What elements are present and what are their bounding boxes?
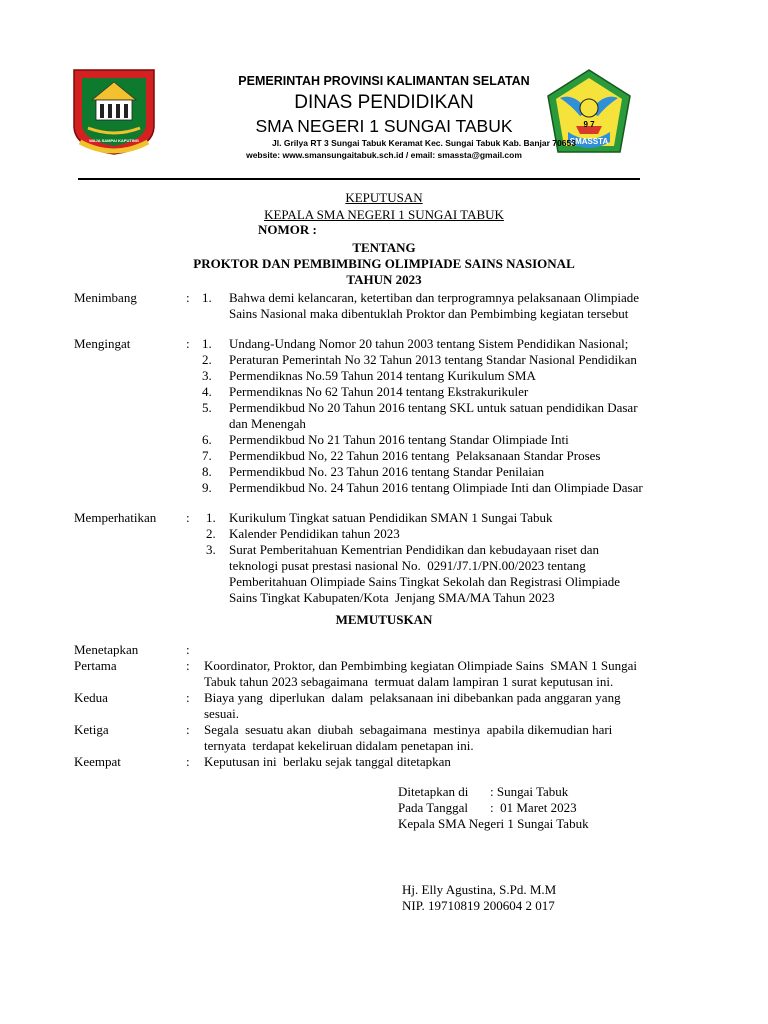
doc-year: TAHUN 2023: [346, 272, 422, 287]
menimbang-colon: :: [186, 290, 190, 305]
decision-text: Keputusan ini berlaku sejak tanggal ditetapkan: [204, 754, 451, 769]
mengingat-item: Permendiknas No 62 Tahun 2014 tentang Ekstrakurikuler: [229, 384, 529, 399]
mengingat-item: Permendikbud No, 22 Tahun 2016 tentang Pelaksanaan Standar Proses: [229, 448, 601, 463]
decision-colon: :: [186, 722, 190, 737]
decision-colon: :: [186, 642, 190, 657]
memperhatikan-item: teknologi pusat prestasi nasional No. 0291/J7.1/PN.00/2023 tentang: [229, 558, 586, 573]
mengingat-item: Permendiknas No.59 Tahun 2014 tentang Kurikulum SMA: [229, 368, 536, 383]
memutuskan-heading: MEMUTUSKAN: [335, 612, 433, 627]
decision-text: Biaya yang diperlukan dalam pelaksanaan ini dibebankan pada anggaran yang: [204, 690, 621, 705]
doc-subject: PROKTOR DAN PEMBIMBING OLIMPIADE SAINS NASIONAL: [193, 256, 575, 271]
tanggal-value: : 01 Maret 2023: [490, 800, 577, 815]
header-department: DINAS PENDIDIKAN: [294, 92, 474, 113]
decision-text: Tabuk tahun 2023 sebagaimana termuat dalam lampiran 1 surat keputusan ini.: [204, 674, 614, 689]
menimbang-label: Menimbang: [74, 290, 137, 305]
mengingat-num: 2.: [202, 352, 212, 367]
decision-label: Menetapkan: [74, 642, 139, 657]
header-address: Jl. Grilya RT 3 Sungai Tabuk Keramat Kec. Sungai Tabuk Kab. Banjar 70653: [272, 138, 576, 148]
right-logo-label: SMASSTA: [569, 137, 609, 146]
mengingat-item: dan Menengah: [229, 416, 306, 431]
signatory-name: Hj. Elly Agustina, S.Pd. M.M: [402, 882, 557, 897]
mengingat-item: Permendikbud No. 23 Tahun 2016 tentang Standar Penilaian: [229, 464, 545, 479]
mengingat-num: 9.: [202, 480, 212, 495]
header-contact: website: www.smansungaitabuk.sch.id / email: smassta@gmail.com: [246, 150, 522, 160]
header-government: PEMERINTAH PROVINSI KALIMANTAN SELATAN: [238, 74, 530, 88]
header-divider: [78, 178, 640, 180]
decision-label: Kedua: [74, 690, 108, 705]
mengingat-num: 3.: [202, 368, 212, 383]
mengingat-item: Permendikbud No. 24 Tahun 2016 tentang Olimpiade Inti dan Olimpiade Dasar: [229, 480, 643, 495]
decision-label: Keempat: [74, 754, 121, 769]
mengingat-item: Undang-Undang Nomor 20 tahun 2003 tentang Sistem Pendidikan Nasional;: [229, 336, 629, 351]
memperhatikan-item: Sains Tingkat Kabupaten/Kota Jenjang SMA/MA Tahun 2023: [229, 590, 555, 605]
decision-colon: :: [186, 754, 190, 769]
memperhatikan-num: 2.: [206, 526, 216, 541]
decision-text: sesuai.: [204, 706, 240, 721]
right-logo-numbers: 9 7: [583, 120, 595, 129]
decision-text: ternyata terdapat kekeliruan didalam penetapan ini.: [204, 738, 474, 753]
decision-colon: :: [186, 658, 190, 673]
menimbang-num: 1.: [202, 290, 212, 305]
mengingat-item: Permendikbud No 21 Tahun 2016 tentang Standar Olimpiade Inti: [229, 432, 569, 447]
mengingat-colon: :: [186, 336, 190, 351]
memperhatikan-label: Memperhatikan: [74, 510, 157, 525]
menimbang-line: Bahwa demi kelancaran, ketertiban dan terprogramnya pelaksanaan Olimpiade: [229, 290, 640, 305]
doc-title: KEPUTUSAN: [345, 190, 423, 205]
mengingat-num: 1.: [202, 336, 212, 351]
memperhatikan-num: 1.: [206, 510, 216, 525]
doc-issuer: KEPALA SMA NEGERI 1 SUNGAI TABUK: [264, 207, 504, 222]
ditetapkan-value: : Sungai Tabuk: [490, 784, 569, 799]
doc-tentang: TENTANG: [352, 240, 416, 255]
header-school-name: SMA NEGERI 1 SUNGAI TABUK: [255, 116, 513, 136]
memperhatikan-item: Pemberitahuan Olimpiade Sains Tingkat Sekolah dan Registrasi Olimpiade: [229, 574, 621, 589]
mengingat-num: 5.: [202, 400, 212, 415]
memperhatikan-num: 3.: [206, 542, 216, 557]
ditetapkan-label: Ditetapkan di: [398, 784, 469, 799]
mengingat-num: 8.: [202, 464, 212, 479]
mengingat-item: Permendikbud No 20 Tahun 2016 tentang SKL untuk satuan pendidikan Dasar: [229, 400, 638, 415]
mengingat-label: Mengingat: [74, 336, 131, 351]
memperhatikan-item: Surat Pemberitahuan Kementrian Pendidikan dan kebudayaan riset dan: [229, 542, 600, 557]
doc-number: NOMOR :: [258, 222, 317, 237]
memperhatikan-item: Kalender Pendidikan tahun 2023: [229, 526, 400, 541]
tanggal-label: Pada Tanggal: [398, 800, 468, 815]
decision-text: Koordinator, Proktor, dan Pembimbing kegiatan Olimpiade Sains SMAN 1 Sungai: [204, 658, 637, 673]
mengingat-num: 6.: [202, 432, 212, 447]
memperhatikan-colon: :: [186, 510, 190, 525]
mengingat-num: 4.: [202, 384, 212, 399]
signatory-position: Kepala SMA Negeri 1 Sungai Tabuk: [398, 816, 589, 831]
memperhatikan-item: Kurikulum Tingkat satuan Pendidikan SMAN 1 Sungai Tabuk: [229, 510, 553, 525]
signatory-nip: NIP. 19710819 200604 2 017: [402, 898, 555, 913]
menimbang-line: Sains Nasional maka dibentuklah Proktor dan Pembimbing kegiatan tersebut: [229, 306, 629, 321]
decision-label: Pertama: [74, 658, 117, 673]
left-emblem-motto: WAJA SAMPAI KAPUTING: [89, 138, 139, 143]
mengingat-item: Peraturan Pemerintah No 32 Tahun 2013 tentang Standar Nasional Pendidikan: [229, 352, 637, 367]
decision-label: Ketiga: [74, 722, 109, 737]
mengingat-num: 7.: [202, 448, 212, 463]
decision-colon: :: [186, 690, 190, 705]
decision-text: Segala sesuatu akan diubah sebagaimana mestinya apabila dikemudian hari: [204, 722, 613, 737]
